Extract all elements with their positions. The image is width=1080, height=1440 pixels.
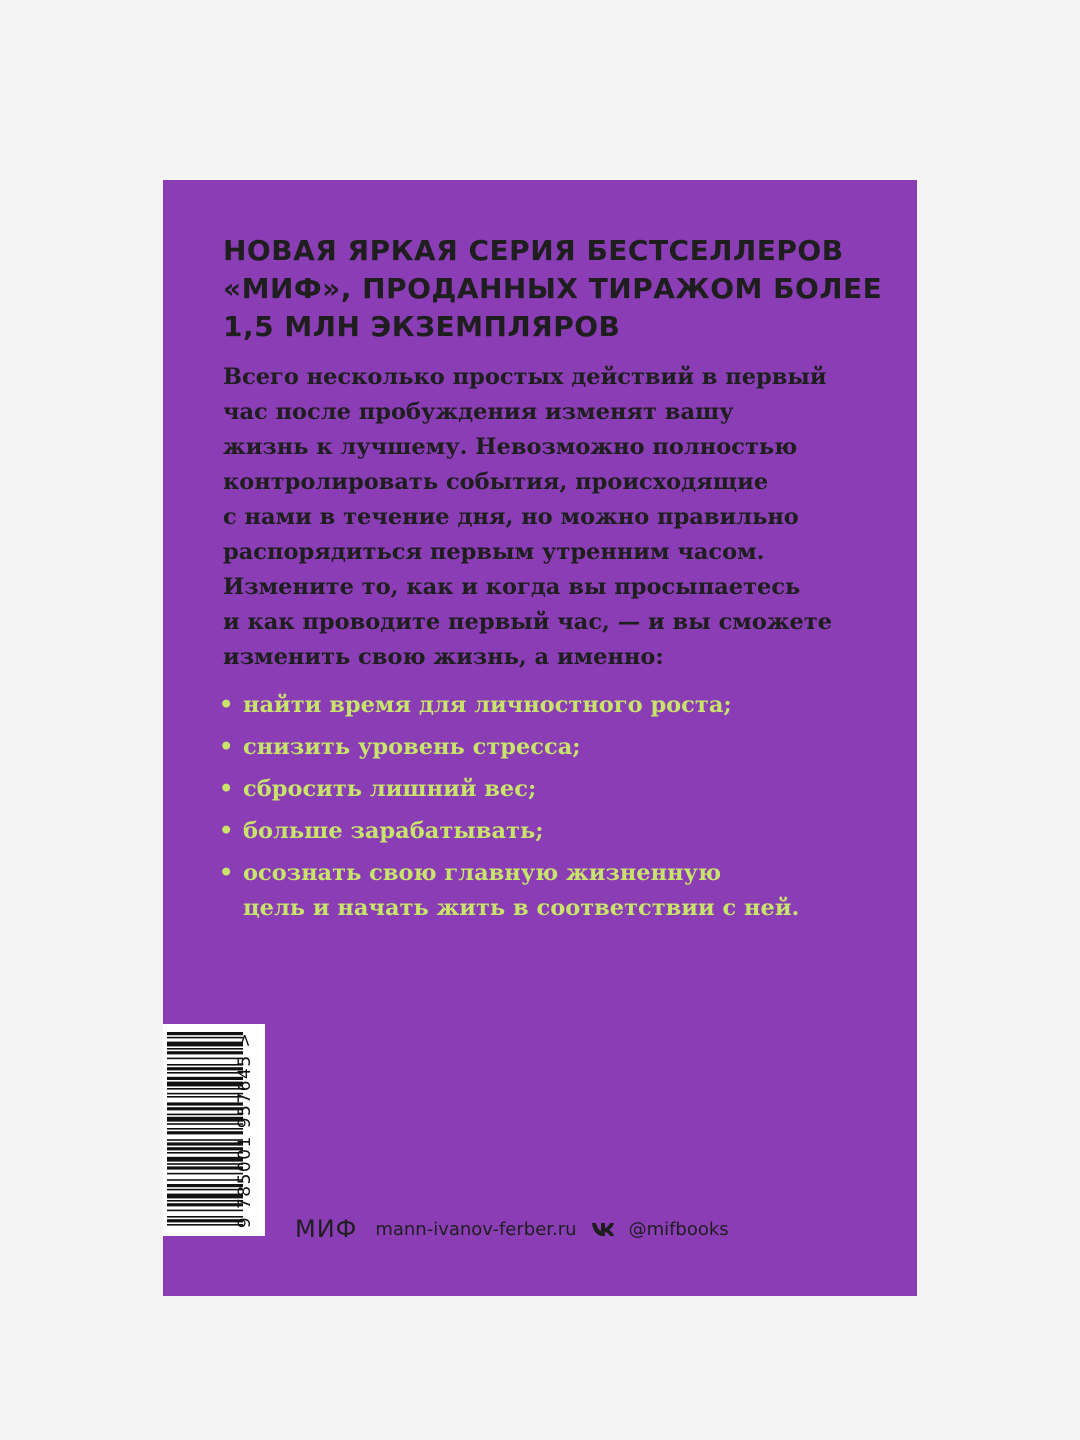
- barcode-bar: [167, 1147, 243, 1150]
- description: [223, 360, 903, 675]
- bullet-dot: •: [219, 818, 234, 844]
- barcode-bar: [167, 1064, 243, 1066]
- bullet-dot: •: [219, 776, 234, 802]
- barcode-bar: [167, 1037, 243, 1039]
- list-item-text: больше зарабатывать;: [243, 818, 544, 844]
- list-item-text: найти время для личностного роста;: [243, 692, 732, 718]
- barcode-bar: [167, 1203, 243, 1206]
- headline-line: «МИФ», ПРОДАННЫХ ТИРАЖОМ БОЛЕЕ: [223, 272, 883, 305]
- barcode-bar: [167, 1139, 243, 1141]
- barcode-bar: [167, 1051, 243, 1054]
- barcode-bar: [167, 1200, 243, 1202]
- barcode-bar: [167, 1216, 243, 1218]
- list-item: [219, 814, 899, 849]
- barcode-bar: [167, 1082, 243, 1087]
- barcode-bar: [167, 1102, 243, 1105]
- barcode-bar: [167, 1219, 243, 1222]
- barcode-bar: [167, 1131, 243, 1134]
- barcode-bar: [167, 1194, 243, 1199]
- list-item-text: сбросить лишний вес;: [243, 776, 537, 802]
- barcode-bar: [167, 1072, 243, 1074]
- book-back-cover: [163, 180, 917, 1296]
- bullet-dot: •: [219, 860, 234, 886]
- list-item: [219, 730, 899, 765]
- barcode-bar: [167, 1058, 243, 1060]
- barcode-bar: [167, 1166, 243, 1169]
- bullet-dot: •: [219, 692, 234, 718]
- publisher-footer: [295, 1214, 729, 1244]
- barcode-bar: [167, 1173, 243, 1175]
- list-item-text: осознать свою главную жизненную: [243, 860, 722, 886]
- bullet-dot: •: [219, 734, 234, 760]
- headline: [223, 232, 883, 346]
- barcode-bar: [167, 1189, 243, 1191]
- barcode-bar: [167, 1152, 243, 1154]
- barcode-bar: [167, 1123, 243, 1125]
- barcode-bar: [167, 1088, 243, 1090]
- list-item: [219, 856, 899, 926]
- barcode-bar: [167, 1114, 243, 1116]
- barcode-bar: [167, 1077, 243, 1080]
- barcode: [163, 1024, 265, 1236]
- barcode-bar: [167, 1032, 243, 1035]
- barcode-bar: [167, 1048, 243, 1050]
- barcode-bar: [167, 1163, 243, 1165]
- vk-icon[interactable]: [591, 1221, 615, 1237]
- description-line: контролировать события, происходящие: [223, 469, 769, 495]
- list-item: [219, 688, 899, 723]
- list-item: [219, 772, 899, 807]
- description-line: час после пробуждения изменят вашу: [223, 399, 734, 425]
- isbn-digits: 9 785001 957645 >: [235, 1031, 255, 1229]
- barcode-bar: [167, 1210, 243, 1212]
- benefits-list: [219, 688, 899, 933]
- list-item-text: цель и начать жить в соответствии с ней.: [243, 895, 800, 921]
- barcode-bar: [167, 1142, 243, 1145]
- barcode-bar: [167, 1128, 243, 1130]
- barcode-bar: [167, 1117, 243, 1122]
- headline-line: НОВАЯ ЯРКАЯ СЕРИЯ БЕСТСЕЛЛЕРОВ: [223, 234, 844, 267]
- description-line: Измените то, как и когда вы просыпаетесь: [223, 574, 801, 600]
- barcode-bar: [167, 1042, 243, 1047]
- description-line: с нами в течение дня, но можно правильно: [223, 504, 799, 530]
- barcode-bar: [167, 1157, 243, 1162]
- barcode-bar: [167, 1107, 243, 1110]
- description-line: и как проводите первый час, — и вы сможете: [223, 609, 833, 635]
- barcode-bar: [167, 1067, 243, 1070]
- barcode-icon: [167, 1032, 243, 1226]
- description-line: жизнь к лучшему. Невозможно полностью: [223, 434, 798, 460]
- description-line: распорядиться первым утренним часом.: [223, 539, 765, 565]
- description-line: изменить свою жизнь, а именно:: [223, 644, 664, 670]
- barcode-bar: [167, 1184, 243, 1187]
- social-handle[interactable]: @mifbooks: [628, 1218, 729, 1240]
- barcode-bar: [167, 1179, 243, 1181]
- barcode-bar: [167, 1224, 243, 1226]
- publisher-website[interactable]: mann-ivanov-ferber.ru: [375, 1218, 577, 1240]
- publisher-logo: МИФ: [295, 1215, 358, 1243]
- barcode-bar: [167, 1093, 243, 1095]
- list-item-text: снизить уровень стресса;: [243, 734, 581, 760]
- barcode-bar: [167, 1096, 243, 1098]
- description-line: Всего несколько простых действий в первый: [223, 364, 827, 390]
- headline-line: 1,5 МЛН ЭКЗЕМПЛЯРОВ: [223, 310, 621, 343]
